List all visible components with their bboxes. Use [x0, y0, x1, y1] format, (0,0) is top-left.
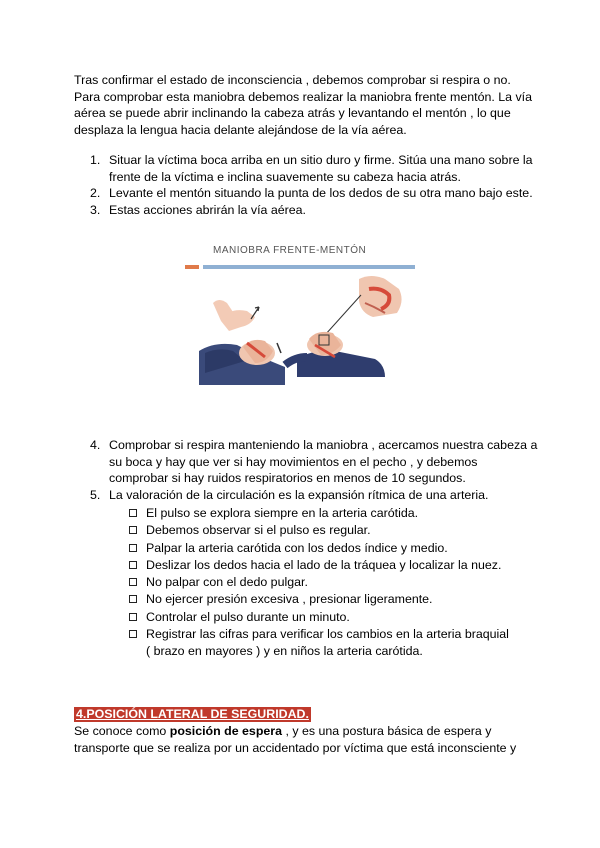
step-number: 3.: [90, 202, 101, 217]
steps-list-a: [74, 152, 544, 218]
list-item: 1. Situar la víctima boca arriba en un sitio duro y firme. Sitúa una mano sobre la frente de la víctima e inclina suavemente su cabeza hacia atrás.: [90, 153, 533, 184]
list-item: Deslizar los dedos hacia el lado de la tráquea y localizar la nuez.: [129, 557, 529, 574]
checkbox-square-icon: [129, 613, 137, 621]
intro-line: desplaza la lengua hacia delante alejándose de la vía aérea.: [74, 122, 407, 137]
checkbox-square-icon: [129, 578, 137, 586]
list-item: El pulso se explora siempre en la arteria carótida.: [129, 505, 529, 522]
step-number: 2.: [90, 186, 101, 201]
figure-accent-bar: [185, 265, 199, 269]
list-item: 5. La valoración de la circulación es la expansión rítmica de una arteria.: [90, 487, 489, 502]
list-item: 4. Comprobar si respira manteniendo la maniobra , acercamos nuestra cabeza a su boca y hay que ver si hay movimientos en el pecho , y debemos comprobar si hay ruidos respiratorios en menos de 10 segundos.: [90, 438, 538, 486]
intro-paragraph: [74, 72, 534, 138]
list-item: No palpar con el dedo pulgar.: [129, 574, 529, 591]
intro-line: aérea se puede abrir inclinando la cabeza atrás y levantando el mentón , lo que: [74, 106, 511, 121]
intro-line: Tras confirmar el estado de inconsciencia , debemos comprobar si respira o no.: [74, 73, 511, 87]
checkbox-square-icon: [129, 561, 137, 569]
section-heading: 4.POSICIÓN LATERAL DE SEGURIDAD.: [76, 707, 309, 721]
step-number: 4.: [90, 438, 101, 452]
list-item: Debemos observar si el pulso es regular.: [129, 522, 529, 539]
maneuver-figure: [185, 243, 415, 393]
figure-rule-bar: [203, 265, 415, 269]
list-item: 2. Levante el mentón situando la punta de los dedos de su otra mano bajo este.: [90, 186, 533, 201]
checkbox-square-icon: [129, 544, 137, 552]
right-scene-illustration: [285, 273, 407, 377]
step-number: 5.: [90, 487, 101, 502]
bold-term: posición de espera: [169, 724, 282, 738]
list-item: 3. Estas acciones abrirán la vía aérea.: [90, 202, 306, 217]
checkbox-square-icon: [129, 630, 137, 638]
checkbox-square-icon: [129, 595, 137, 603]
pulse-checklist: [129, 505, 529, 661]
intro-line: Para comprobar esta maniobra debemos realizar la maniobra frente mentón. La vía: [74, 89, 533, 104]
section-paragraph: Se conoce como posición de espera , y es una postura básica de espera y transporte que se realiza por un accidentado por víctima que está inconsciente y: [74, 724, 517, 755]
list-item: Controlar el pulso durante un minuto.: [129, 609, 529, 626]
checkbox-square-icon: [129, 509, 137, 517]
head-tilt-chin-lift-illustration: [185, 273, 415, 393]
list-item: No ejercer presión excesiva , presionar ligeramente.: [129, 591, 529, 608]
list-item: Registrar las cifras para verificar los cambios en la arteria braquial ( brazo en mayores ) y en niños la arteria carótida.: [129, 626, 529, 661]
steps-list-b: [74, 437, 544, 503]
list-item: Palpar la arteria carótida con los dedos índice y medio.: [129, 540, 529, 557]
checkbox-square-icon: [129, 526, 137, 534]
left-scene-illustration: [199, 300, 285, 385]
step-number: 1.: [90, 153, 101, 167]
figure-title: MANIOBRA FRENTE-MENTÓN: [213, 245, 367, 256]
